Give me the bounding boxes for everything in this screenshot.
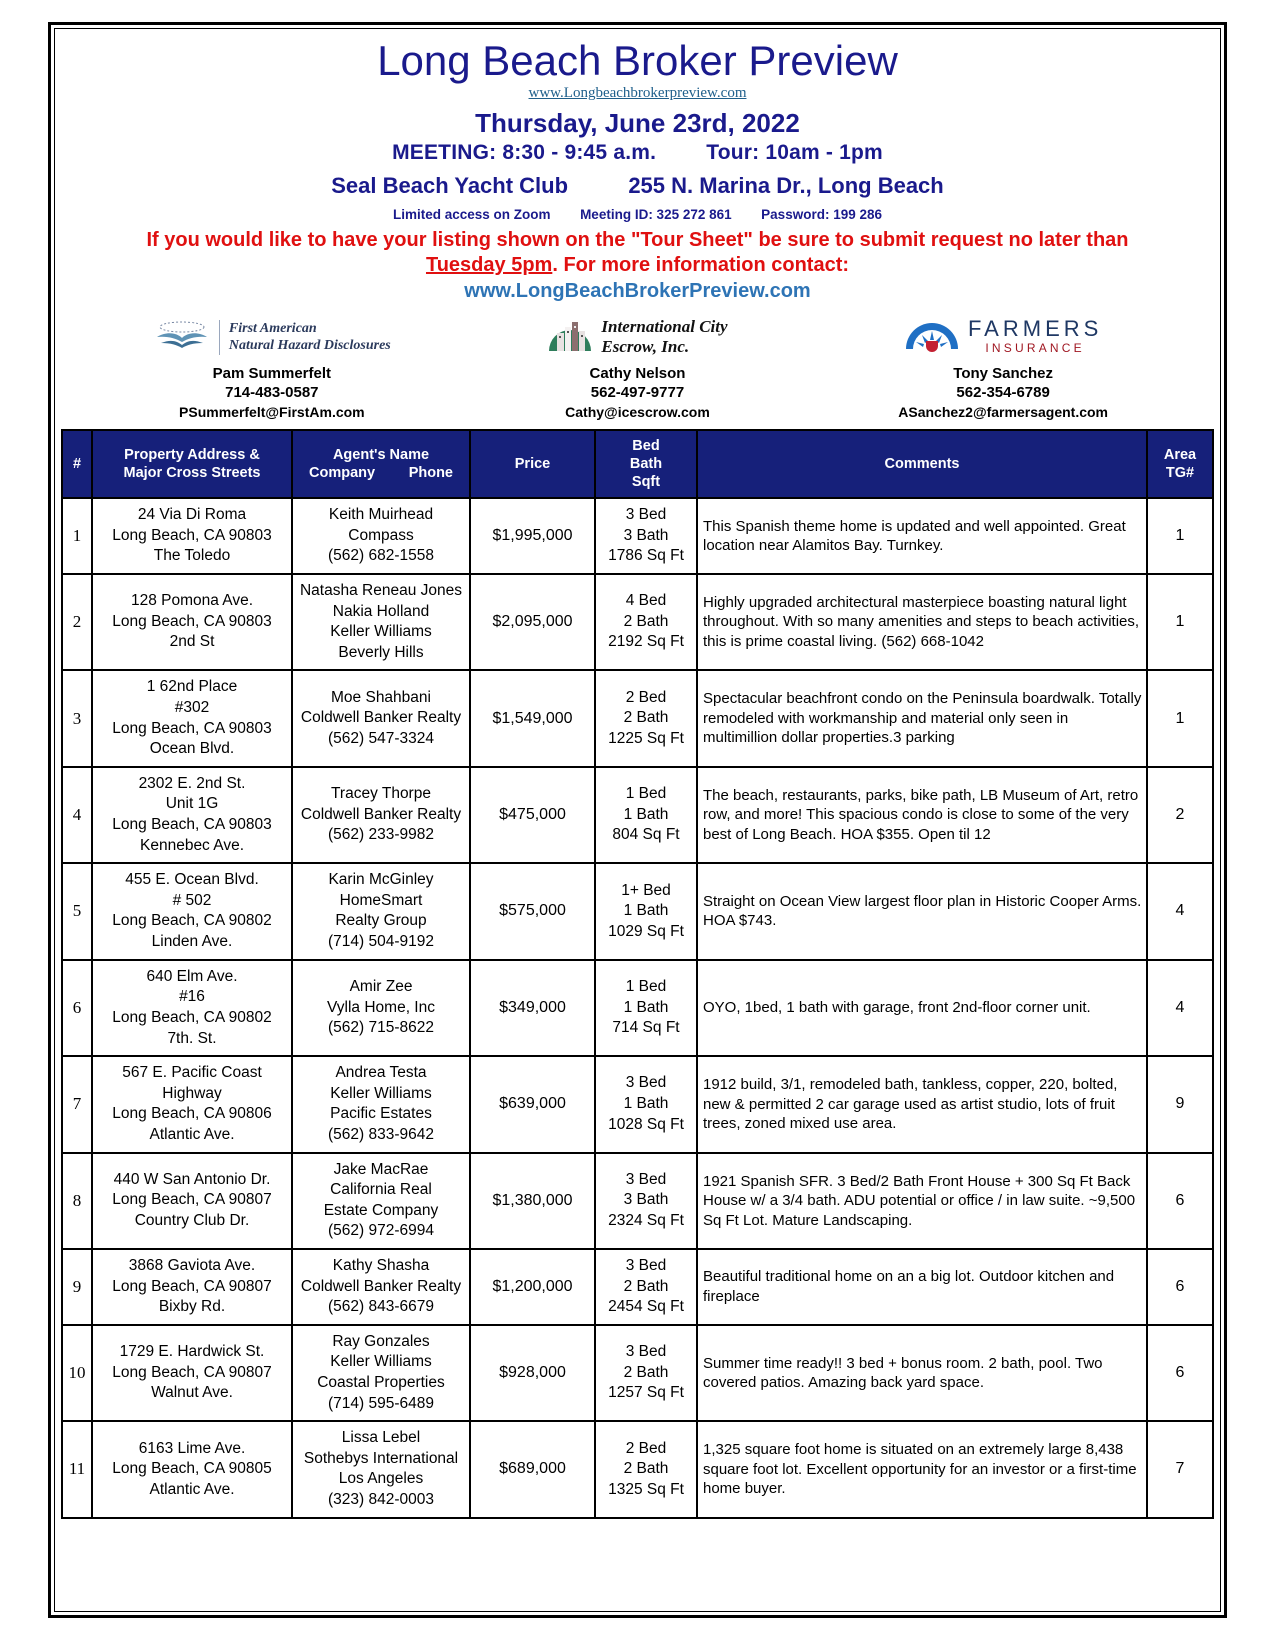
address-line: Long Beach, CA 90806 [112, 1105, 272, 1123]
address-line: 1 62nd Place [146, 678, 238, 696]
address-line: #16 [179, 988, 205, 1006]
farmers-shield-icon [904, 319, 960, 355]
table-row[interactable] [62, 498, 1213, 574]
row-agent [292, 960, 470, 1056]
row-bed-bath-sqft [595, 1325, 697, 1421]
agent-line: Estate Company [323, 1201, 439, 1219]
address-line: 3868 Gaviota Ave. [128, 1256, 256, 1274]
address-line: 24 Via Di Roma [137, 506, 247, 524]
agent-line: Jake MacRae [333, 1160, 429, 1178]
agent-line: (562) 833-9642 [328, 1125, 434, 1143]
row-area: 1 [1147, 574, 1213, 670]
address-line: 440 W San Antonio Dr. [113, 1170, 271, 1188]
logo-line-2: Escrow, Inc. [601, 337, 690, 357]
row-area: 4 [1147, 863, 1213, 959]
bbs-line: 1 Bath [623, 902, 669, 920]
row-agent [292, 574, 470, 670]
row-address [92, 863, 292, 959]
bbs-line: 3 Bed [625, 1170, 667, 1188]
row-agent [292, 1421, 470, 1517]
row-number: 7 [62, 1056, 92, 1152]
header-number: # [62, 430, 92, 498]
venue-name: Seal Beach Yacht Club [331, 173, 569, 199]
address-line: Long Beach, CA 90805 [112, 1460, 272, 1478]
logo-line-1: First American [228, 320, 317, 336]
row-comments: Straight on Ocean View largest floor plan in Historic Cooper Arms. HOA $743. [697, 863, 1147, 959]
address-line: 455 E. Ocean Blvd. [125, 871, 259, 889]
address-line: 128 Pomona Ave. [130, 592, 254, 610]
bbs-line: 2324 Sq Ft [608, 1212, 684, 1230]
agent-line: (562) 972-6994 [328, 1222, 434, 1240]
header-area-l1: Area [1163, 446, 1197, 463]
sponsor-email[interactable]: PSummerfelt@FirstAm.com [179, 404, 365, 421]
address-line: Long Beach, CA 90807 [112, 1277, 272, 1295]
notice-website-link[interactable]: www.LongBeachBrokerPreview.com [464, 280, 811, 303]
row-bed-bath-sqft [595, 1421, 697, 1517]
agent-line: Vylla Home, Inc [327, 998, 435, 1016]
address-line: Atlantic Ave. [149, 1125, 235, 1143]
table-row[interactable] [62, 767, 1213, 863]
zoom-access-note: Limited access on Zoom [392, 207, 551, 223]
address-line: 640 Elm Ave. [146, 967, 238, 985]
bbs-line: 1028 Sq Ft [608, 1115, 684, 1133]
sponsor-name: Tony Sanchez [953, 365, 1054, 383]
row-agent [292, 1249, 470, 1325]
ice-logo-text [601, 317, 727, 357]
table-row[interactable] [62, 1153, 1213, 1249]
bbs-line: 3 Bed [625, 1256, 667, 1274]
sponsor-email[interactable]: ASanchez2@farmersagent.com [898, 404, 1108, 421]
address-line: Highway [162, 1084, 222, 1102]
header-row [62, 430, 1213, 498]
row-number: 5 [62, 863, 92, 959]
sponsor-first-american [91, 313, 453, 420]
bbs-line: 2192 Sq Ft [608, 633, 684, 651]
address-line: 567 E. Pacific Coast [122, 1064, 262, 1082]
row-area: 6 [1147, 1249, 1213, 1325]
address-line: Atlantic Ave. [149, 1480, 235, 1498]
row-number: 3 [62, 670, 92, 766]
row-price: $349,000 [470, 960, 595, 1056]
row-comments: Highly upgraded architectural masterpiece boasting natural light throughout. With so many amenities and steps to beach activities, this is prime coastal living. (562) 668-1042 [697, 574, 1147, 670]
header-area [1147, 430, 1213, 498]
header-price: Price [470, 430, 595, 498]
farmers-logo-text [967, 315, 1103, 357]
address-line: 2nd St [169, 633, 215, 651]
row-comments: Beautiful traditional home on an a big lot. Outdoor kitchen and fireplace [697, 1249, 1147, 1325]
zoom-details [61, 207, 1214, 222]
header-sqft: Sqft [631, 474, 661, 491]
listings-table [61, 429, 1214, 1519]
row-price: $639,000 [470, 1056, 595, 1152]
bbs-line: 1786 Sq Ft [608, 547, 684, 565]
row-price: $575,000 [470, 863, 595, 959]
row-price: $475,000 [470, 767, 595, 863]
sponsor-phone[interactable]: 562-354-6789 [956, 384, 1050, 402]
agent-line: HomeSmart [339, 891, 423, 909]
header-address [92, 430, 292, 498]
row-agent [292, 1153, 470, 1249]
header-agent-company: Company [309, 465, 376, 482]
bbs-line: 3 Bed [625, 506, 667, 524]
bbs-line: 3 Bed [625, 1074, 667, 1092]
row-agent [292, 1056, 470, 1152]
agent-line: Moe Shahbani [331, 688, 431, 706]
address-line: Long Beach, CA 90807 [112, 1363, 272, 1381]
agent-line: Keller Williams [330, 1084, 432, 1102]
table-row[interactable] [62, 670, 1213, 766]
row-agent [292, 498, 470, 574]
agent-line: (562) 682-1558 [328, 547, 434, 565]
agent-line: Natasha Reneau Jones [299, 581, 462, 599]
row-bed-bath-sqft [595, 670, 697, 766]
bbs-line: 1 Bath [623, 805, 669, 823]
sponsor-name: Pam Summerfelt [212, 365, 332, 383]
logo-line-1: FARMERS [967, 315, 1103, 341]
agent-line: Ray Gonzales [332, 1332, 430, 1350]
agent-line: Coldwell Banker Realty [300, 805, 462, 823]
address-line: Long Beach, CA 90802 [112, 1008, 272, 1026]
header-agent-name: Agent's Name [332, 446, 430, 463]
row-address [92, 574, 292, 670]
header-site-link[interactable]: www.Longbeachbrokerpreview.com [528, 85, 747, 102]
agent-line: Kathy Shasha [332, 1256, 430, 1274]
agent-line: (714) 595-6489 [328, 1394, 434, 1412]
table-row[interactable] [62, 1325, 1213, 1421]
row-price: $1,995,000 [470, 498, 595, 574]
row-address [92, 1421, 292, 1517]
venue-address: 255 N. Marina Dr., Long Beach [628, 173, 944, 199]
agent-line: (562) 843-6679 [328, 1298, 434, 1316]
bbs-line: 1+ Bed [621, 881, 671, 899]
row-number: 8 [62, 1153, 92, 1249]
address-line: Long Beach, CA 90803 [112, 526, 272, 544]
row-price: $689,000 [470, 1421, 595, 1517]
row-address [92, 1249, 292, 1325]
agent-line: Amir Zee [349, 977, 413, 995]
row-price: $2,095,000 [470, 574, 595, 670]
row-area: 7 [1147, 1421, 1213, 1517]
row-number: 1 [62, 498, 92, 574]
agent-line: California Real [330, 1181, 432, 1199]
row-address [92, 1153, 292, 1249]
row-comments: 1921 Spanish SFR. 3 Bed/2 Bath Front House + 300 Sq Ft Back House w/ a 3/4 bath. ADU potential or office / in law suite. ~9,500 Sq Ft Lot. Mature Landscaping. [697, 1153, 1147, 1249]
address-line: # 502 [172, 891, 212, 909]
agent-line: Pacific Estates [330, 1105, 432, 1123]
header-agent [292, 430, 470, 498]
address-line: Long Beach, CA 90803 [112, 816, 272, 834]
page-border-outer [48, 22, 1227, 1618]
row-comments: Summer time ready!! 3 bed + bonus room. 2 bath, pool. Two covered patios. Amazing back yard space. [697, 1325, 1147, 1421]
bbs-line: 1325 Sq Ft [608, 1480, 684, 1498]
row-price: $928,000 [470, 1325, 595, 1421]
agent-line: Andrea Testa [335, 1064, 427, 1082]
agent-line: (562) 547-3324 [328, 729, 434, 747]
row-number: 4 [62, 767, 92, 863]
event-times [61, 141, 1214, 165]
header-agent-sub [295, 464, 467, 482]
row-number: 2 [62, 574, 92, 670]
row-area: 6 [1147, 1325, 1213, 1421]
row-bed-bath-sqft [595, 1249, 697, 1325]
row-agent [292, 863, 470, 959]
agent-line: Beverly Hills [338, 643, 424, 661]
logo-line-2: Natural Hazard Disclosures [228, 338, 391, 354]
row-number: 10 [62, 1325, 92, 1421]
row-bed-bath-sqft [595, 574, 697, 670]
sponsor-phone[interactable]: 562-497-9777 [590, 384, 685, 402]
listings-table-body [62, 498, 1213, 1518]
row-number: 9 [62, 1249, 92, 1325]
bbs-line: 714 Sq Ft [612, 1019, 680, 1037]
zoom-password: Password: 199 286 [761, 207, 882, 223]
agent-line: Keith Muirhead [328, 506, 434, 524]
row-address [92, 498, 292, 574]
bbs-line: 1 Bath [623, 1095, 669, 1113]
row-comments: The beach, restaurants, parks, bike path, LB Museum of Art, retro row, and more! This spacious condo is close to some of the very best of Long Beach. HOA $355. Open til 12 [697, 767, 1147, 863]
row-area: 4 [1147, 960, 1213, 1056]
bbs-line: 1 Bed [625, 785, 667, 803]
header-address-l1: Property Address & [124, 446, 260, 463]
logo-line-2: INSURANCE [985, 340, 1085, 355]
page-title: Long Beach Broker Preview [377, 37, 898, 84]
address-line: Kennebec Ave. [140, 836, 244, 854]
header-comments: Comments [697, 430, 1147, 498]
table-row[interactable] [62, 960, 1213, 1056]
bbs-line: 804 Sq Ft [612, 826, 680, 844]
address-line: 7th. St. [167, 1029, 217, 1047]
first-american-logo-text [219, 320, 391, 355]
tour-time: Tour: 10am - 1pm [706, 141, 883, 165]
address-line: Long Beach, CA 90803 [112, 719, 272, 737]
row-bed-bath-sqft [595, 1153, 697, 1249]
agent-line: Sothebys International [303, 1449, 459, 1467]
row-comments: OYO, 1bed, 1 bath with garage, front 2nd-floor corner unit. [697, 960, 1147, 1056]
address-line: 2302 E. 2nd St. [138, 774, 246, 792]
address-line: Long Beach, CA 90803 [112, 612, 272, 630]
row-area: 1 [1147, 498, 1213, 574]
bbs-line: 1029 Sq Ft [608, 922, 684, 940]
bbs-line: 3 Bath [623, 526, 669, 544]
bbs-line: 2 Bath [623, 709, 669, 727]
table-row[interactable] [62, 1056, 1213, 1152]
notice-deadline: Tuesday 5pm [425, 254, 553, 277]
bbs-line: 2454 Sq Ft [608, 1298, 684, 1316]
bbs-line: 1225 Sq Ft [608, 729, 684, 747]
agent-line: Lissa Lebel [341, 1429, 421, 1447]
row-area: 1 [1147, 670, 1213, 766]
agent-line: Coastal Properties [317, 1374, 445, 1392]
row-number: 6 [62, 960, 92, 1056]
agent-line: Compass [348, 526, 414, 544]
row-comments: Spectacular beachfront condo on the Peninsula boardwalk. Totally remodeled with workmanship and material only seen in multimillion dollar properties.3 parking [697, 670, 1147, 766]
row-area: 6 [1147, 1153, 1213, 1249]
address-line: Walnut Ave. [151, 1384, 233, 1402]
bbs-line: 4 Bed [625, 592, 667, 610]
row-bed-bath-sqft [595, 863, 697, 959]
address-line: The Toledo [153, 547, 231, 565]
event-venue [61, 173, 1214, 199]
table-row[interactable] [62, 1249, 1213, 1325]
bbs-line: 2 Bath [623, 1363, 669, 1381]
header-area-l2: TG# [1165, 465, 1195, 482]
bbs-line: 2 Bath [623, 612, 669, 630]
agent-line: (562) 715-8622 [328, 1019, 434, 1037]
row-price: $1,549,000 [470, 670, 595, 766]
header-address-l2: Major Cross Streets [123, 465, 261, 482]
header-bed-bath-sqft [595, 430, 697, 498]
row-address [92, 1325, 292, 1421]
masthead [61, 39, 1214, 303]
agent-line: Los Angeles [338, 1470, 424, 1488]
row-agent [292, 767, 470, 863]
address-line: Bixby Rd. [158, 1298, 226, 1316]
page-border-inner [54, 28, 1221, 1612]
bbs-line: 2 Bath [623, 1277, 669, 1295]
agent-line: Nakia Holland [332, 602, 430, 620]
row-comments: This Spanish theme home is updated and well appointed. Great location near Alamitos Bay. Turnkey. [697, 498, 1147, 574]
row-address [92, 767, 292, 863]
row-price: $1,200,000 [470, 1249, 595, 1325]
row-bed-bath-sqft [595, 498, 697, 574]
address-line: Linden Ave. [151, 933, 233, 951]
eagle-icon [153, 320, 211, 354]
table-row[interactable] [62, 863, 1213, 959]
listings-table-header [62, 430, 1213, 498]
agent-line: (562) 233-9982 [328, 826, 434, 844]
header-bath: Bath [629, 456, 663, 473]
bbs-line: 3 Bath [623, 1191, 669, 1209]
row-area: 9 [1147, 1056, 1213, 1152]
agent-line: Keller Williams [330, 1353, 432, 1371]
bbs-line: 1257 Sq Ft [608, 1384, 684, 1402]
header-agent-phone: Phone [408, 465, 453, 482]
address-line: 1729 E. Hardwick St. [119, 1343, 265, 1361]
international-city-escrow-logo [456, 313, 818, 361]
agent-line: Realty Group [335, 912, 427, 930]
row-bed-bath-sqft [595, 1056, 697, 1152]
agent-line: (714) 504-9192 [328, 933, 434, 951]
first-american-logo [91, 313, 453, 361]
address-line: #302 [174, 698, 210, 716]
address-line: 6163 Lime Ave. [138, 1439, 246, 1457]
address-line: Ocean Blvd. [149, 740, 235, 758]
table-row[interactable] [62, 1421, 1213, 1517]
bbs-line: 2 Bed [625, 1439, 667, 1457]
address-line: Country Club Dr. [134, 1212, 250, 1230]
table-row[interactable] [62, 574, 1213, 670]
agent-line: (323) 842-0003 [328, 1491, 434, 1509]
row-bed-bath-sqft [595, 960, 697, 1056]
sponsor-international-city-escrow [456, 313, 818, 420]
header-bed: Bed [632, 437, 660, 454]
row-agent [292, 1325, 470, 1421]
row-address [92, 1056, 292, 1152]
row-comments: 1912 build, 3/1, remodeled bath, tankless, copper, 220, bolted, new & permitted 2 car garage used as artist studio, lots of fruit trees, zoned mixed use area. [697, 1056, 1147, 1152]
sponsors-row [61, 313, 1214, 420]
meeting-time: MEETING: 8:30 - 9:45 a.m. [392, 141, 657, 165]
address-line: Long Beach, CA 90807 [112, 1191, 272, 1209]
notice-line-1: If you would like to have your listing shown on the "Tour Sheet" be sure to submit request no later than [146, 229, 1129, 252]
row-comments: 1,325 square foot home is situated on an extremely large 8,438 square foot lot. Excellent opportunity for an investor or a first-time home buyer. [697, 1421, 1147, 1517]
event-date: Thursday, June 23rd, 2022 [475, 108, 800, 139]
agent-line: Coldwell Banker Realty [300, 1277, 462, 1295]
bbs-line: 1 Bath [623, 998, 669, 1016]
row-area: 2 [1147, 767, 1213, 863]
notice-line-2 [61, 253, 1214, 278]
row-address [92, 960, 292, 1056]
farmers-insurance-logo [822, 313, 1184, 361]
notice-contact-text: . For more information contact: [552, 254, 850, 277]
row-price: $1,380,000 [470, 1153, 595, 1249]
agent-line: Karin McGinley [328, 871, 434, 889]
tour-sheet-notice [61, 228, 1214, 278]
logo-line-1: International City [601, 317, 728, 337]
agent-line: Coldwell Banker Realty [300, 709, 462, 727]
bbs-line: 2 Bath [623, 1460, 669, 1478]
row-bed-bath-sqft [595, 767, 697, 863]
address-line: Unit 1G [165, 795, 219, 813]
zoom-meeting-id: Meeting ID: 325 272 861 [580, 207, 732, 223]
row-agent [292, 670, 470, 766]
bbs-line: 1 Bed [625, 977, 667, 995]
sponsor-email[interactable]: Cathy@icescrow.com [565, 404, 710, 421]
sponsor-farmers-insurance [822, 313, 1184, 420]
bbs-line: 2 Bed [625, 688, 667, 706]
city-skyline-icon [547, 317, 593, 357]
sponsor-phone[interactable]: 714-483-0587 [225, 384, 319, 402]
sponsor-name: Cathy Nelson [589, 365, 686, 383]
agent-line: Tracey Thorpe [331, 785, 431, 803]
address-line: Long Beach, CA 90802 [112, 912, 272, 930]
agent-line: Keller Williams [330, 623, 432, 641]
row-number: 11 [62, 1421, 92, 1517]
row-address [92, 670, 292, 766]
bbs-line: 3 Bed [625, 1343, 667, 1361]
